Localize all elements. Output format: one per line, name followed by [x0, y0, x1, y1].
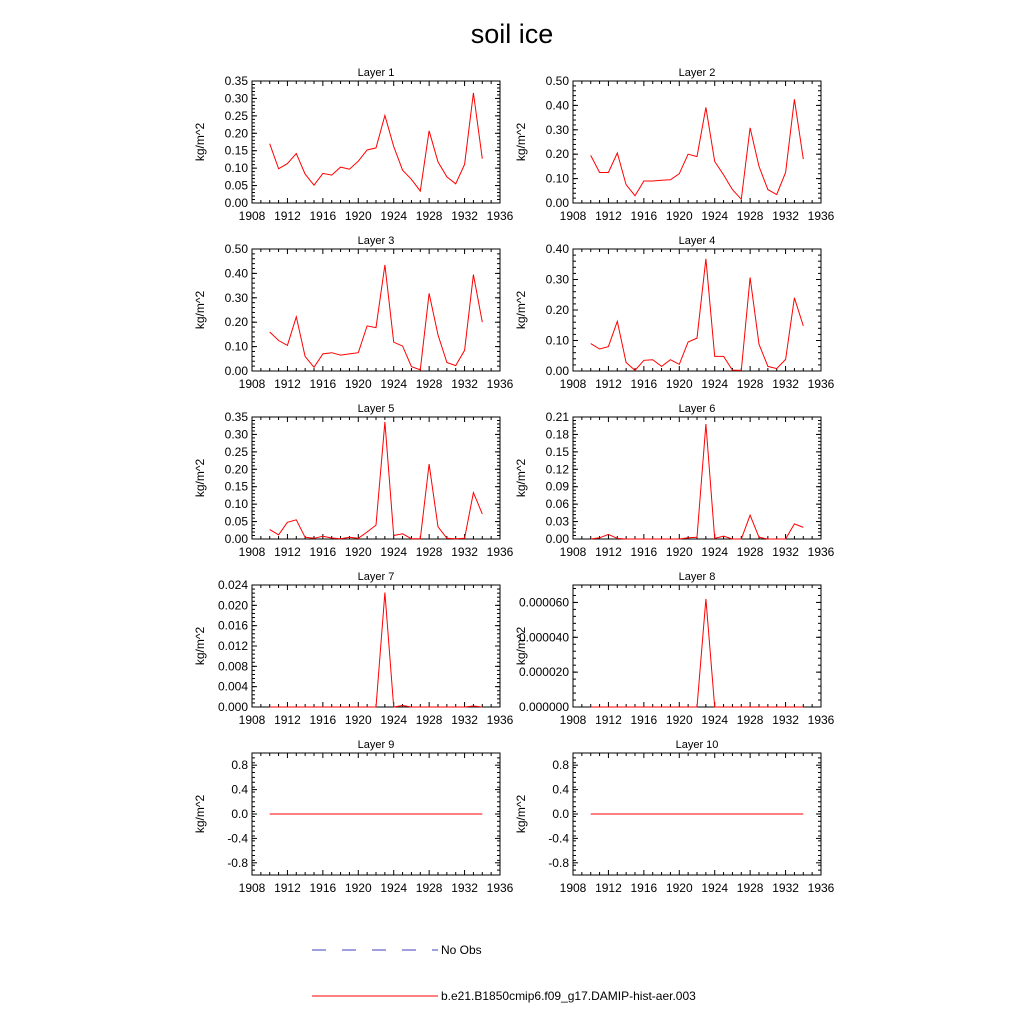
y-axis-label: kg/m^2 [514, 290, 528, 330]
y-tick-label: 0.25 [224, 108, 248, 123]
y-tick-label: 0.008 [217, 659, 248, 674]
x-tick-label: 1920 [344, 713, 372, 727]
x-tick-label: 1920 [665, 377, 693, 391]
x-tick-label: 1920 [665, 713, 693, 727]
y-axis-label: kg/m^2 [193, 290, 207, 330]
y-tick-label: 0.000000 [518, 700, 569, 714]
series-line [270, 422, 483, 539]
y-tick-label: 0.10 [224, 339, 248, 354]
x-tick-label: 1924 [380, 713, 408, 727]
series-line [591, 599, 804, 707]
y-tick-label: 0.06 [545, 497, 569, 512]
y-tick-label: 0.18 [545, 427, 569, 442]
x-tick-label: 1936 [486, 713, 514, 727]
x-tick-label: 1928 [415, 545, 443, 559]
y-axis-label: kg/m^2 [514, 458, 528, 498]
plot-frame [573, 249, 821, 371]
x-tick-label: 1908 [559, 377, 587, 391]
panels [193, 67, 835, 895]
panel-title: Layer 4 [678, 235, 716, 247]
y-axis-label: kg/m^2 [514, 626, 528, 666]
x-tick-label: 1920 [344, 881, 372, 895]
y-tick-label: 0.016 [217, 618, 248, 633]
series-line [591, 259, 804, 371]
y-tick-label: 0.25 [224, 444, 248, 459]
y-axis-label: kg/m^2 [193, 122, 207, 162]
x-tick-label: 1932 [451, 713, 478, 727]
x-tick-label: 1920 [665, 545, 693, 559]
x-tick-label: 1932 [772, 377, 799, 391]
y-tick-label: 0.20 [224, 462, 248, 477]
y-tick-label: 0.4 [552, 782, 569, 797]
y-tick-label: 0.00 [224, 364, 248, 378]
y-axis-label: kg/m^2 [193, 626, 207, 666]
y-tick-label: 0.00 [224, 196, 248, 210]
y-tick-label: 0.35 [224, 410, 248, 424]
y-tick-label: 0.000 [217, 700, 248, 714]
y-tick-label: 0.0 [552, 807, 569, 821]
y-tick-label: 0.30 [545, 272, 569, 287]
y-tick-label: 0.35 [224, 74, 248, 88]
x-tick-label: 1916 [309, 713, 337, 727]
panel-layer-4 [514, 235, 835, 391]
y-tick-label: 0.20 [224, 315, 248, 330]
x-tick-label: 1916 [309, 209, 337, 223]
panel-title: Layer 10 [675, 739, 719, 751]
series-line [591, 99, 804, 199]
x-tick-label: 1932 [772, 881, 799, 895]
y-tick-label: 0.00 [224, 532, 248, 546]
x-tick-label: 1936 [807, 881, 835, 895]
panel-title: Layer 1 [357, 67, 395, 79]
y-tick-label: 0.15 [545, 444, 569, 459]
panel-layer-3 [193, 235, 514, 391]
x-tick-label: 1932 [451, 881, 478, 895]
x-tick-label: 1912 [274, 881, 301, 895]
figure-title: soil ice [470, 19, 554, 49]
x-tick-label: 1924 [380, 209, 408, 223]
panel-layer-1 [193, 67, 514, 223]
x-tick-label: 1908 [238, 377, 266, 391]
x-tick-label: 1928 [736, 377, 764, 391]
panel-layer-5 [193, 403, 514, 559]
series-line [270, 265, 483, 370]
x-tick-label: 1936 [807, 377, 835, 391]
x-tick-label: 1928 [736, 545, 764, 559]
x-tick-label: 1928 [415, 209, 443, 223]
y-tick-label: 0.024 [217, 578, 248, 592]
y-tick-label: 0.30 [224, 290, 248, 305]
panel-layer-8 [514, 571, 835, 727]
x-tick-label: 1932 [451, 377, 478, 391]
y-tick-label: -0.4 [548, 831, 569, 846]
legend [312, 943, 696, 1003]
x-tick-label: 1932 [772, 713, 799, 727]
x-tick-label: 1912 [595, 713, 622, 727]
y-axis-label: kg/m^2 [514, 794, 528, 834]
y-tick-label: 0.8 [552, 758, 569, 773]
x-tick-label: 1928 [415, 377, 443, 391]
x-tick-label: 1936 [807, 209, 835, 223]
y-tick-label: 0.12 [545, 462, 569, 477]
x-tick-label: 1916 [309, 545, 337, 559]
y-tick-label: 0.10 [224, 497, 248, 512]
y-tick-label: -0.4 [227, 831, 248, 846]
panel-layer-6 [514, 403, 835, 559]
x-tick-label: 1932 [451, 545, 478, 559]
x-tick-label: 1908 [559, 713, 587, 727]
panel-title: Layer 6 [678, 403, 716, 415]
y-tick-label: 0.8 [231, 758, 248, 773]
series-line [270, 93, 483, 191]
x-tick-label: 1908 [559, 209, 587, 223]
plot-frame [573, 417, 821, 539]
y-tick-label: 0.00 [545, 364, 569, 378]
panel-title: Layer 5 [357, 403, 395, 415]
x-tick-label: 1912 [595, 209, 622, 223]
x-tick-label: 1920 [665, 881, 693, 895]
plot-frame [252, 585, 500, 707]
x-tick-label: 1916 [630, 713, 658, 727]
y-tick-label: 0.10 [224, 161, 248, 176]
x-tick-label: 1912 [595, 545, 622, 559]
y-tick-label: 0.10 [545, 333, 569, 348]
y-tick-label: 0.15 [224, 143, 248, 158]
panel-title: Layer 8 [678, 571, 716, 583]
panel-layer-9 [193, 739, 514, 895]
x-tick-label: 1920 [344, 209, 372, 223]
y-axis-label: kg/m^2 [193, 458, 207, 498]
x-tick-label: 1928 [415, 881, 443, 895]
panel-layer-7 [193, 571, 514, 727]
y-axis-label: kg/m^2 [193, 794, 207, 834]
plot-frame [573, 81, 821, 203]
x-tick-label: 1916 [309, 377, 337, 391]
y-tick-label: 0.30 [224, 427, 248, 442]
y-tick-label: 0.40 [545, 98, 569, 113]
x-tick-label: 1908 [559, 881, 587, 895]
x-tick-label: 1908 [238, 545, 266, 559]
panel-title: Layer 9 [357, 739, 395, 751]
y-tick-label: -0.8 [227, 855, 248, 870]
x-tick-label: 1924 [701, 209, 729, 223]
legend-run-label: b.e21.B1850cmip6.f09_g17.DAMIP-hist-aer.003 [441, 989, 696, 1003]
y-tick-label: 0.00 [545, 196, 569, 210]
x-tick-label: 1908 [238, 881, 266, 895]
panel-layer-10 [514, 739, 835, 895]
y-tick-label: 0.020 [217, 598, 248, 613]
x-tick-label: 1912 [274, 209, 301, 223]
x-tick-label: 1928 [415, 713, 443, 727]
panel-title: Layer 2 [678, 67, 716, 79]
y-tick-label: 0.50 [224, 242, 248, 256]
x-tick-label: 1924 [380, 881, 408, 895]
x-tick-label: 1936 [486, 881, 514, 895]
y-tick-label: 0.012 [217, 639, 248, 653]
x-tick-label: 1916 [630, 377, 658, 391]
y-tick-label: 0.4 [231, 782, 248, 797]
y-tick-label: 0.000060 [518, 595, 569, 610]
x-tick-label: 1916 [309, 881, 337, 895]
y-tick-label: 0.15 [224, 479, 248, 494]
x-tick-label: 1936 [807, 713, 835, 727]
y-tick-label: 0.30 [545, 122, 569, 137]
panel-title: Layer 3 [357, 235, 395, 247]
x-tick-label: 1928 [736, 881, 764, 895]
y-tick-label: 0.05 [224, 514, 248, 529]
y-tick-label: 0.50 [545, 74, 569, 88]
y-tick-label: 0.004 [217, 679, 248, 694]
x-tick-label: 1916 [630, 209, 658, 223]
x-tick-label: 1932 [451, 209, 478, 223]
x-tick-label: 1920 [344, 377, 372, 391]
y-tick-label: 0.000020 [518, 665, 569, 680]
x-tick-label: 1928 [736, 713, 764, 727]
y-tick-label: 0.00 [545, 532, 569, 546]
x-tick-label: 1924 [701, 881, 729, 895]
y-tick-label: 0.10 [545, 171, 569, 186]
x-tick-label: 1932 [772, 545, 799, 559]
panel-title: Layer 7 [357, 571, 395, 583]
series-line [270, 593, 483, 707]
x-tick-label: 1912 [595, 377, 622, 391]
y-tick-label: 0.0 [231, 807, 248, 821]
x-tick-label: 1924 [701, 545, 729, 559]
y-axis-label: kg/m^2 [514, 122, 528, 162]
x-tick-label: 1924 [380, 377, 408, 391]
y-tick-label: 0.20 [224, 126, 248, 141]
x-tick-label: 1912 [595, 881, 622, 895]
y-tick-label: 0.40 [224, 266, 248, 281]
x-tick-label: 1912 [274, 377, 301, 391]
x-tick-label: 1936 [486, 377, 514, 391]
x-tick-label: 1936 [486, 545, 514, 559]
y-tick-label: 0.000040 [518, 630, 569, 645]
series-line [591, 424, 804, 539]
y-tick-label: 0.30 [224, 91, 248, 106]
x-tick-label: 1912 [274, 545, 301, 559]
panel-layer-2 [514, 67, 835, 223]
x-tick-label: 1908 [559, 545, 587, 559]
x-tick-label: 1924 [701, 713, 729, 727]
x-tick-label: 1936 [807, 545, 835, 559]
y-tick-label: 0.40 [545, 242, 569, 256]
x-tick-label: 1928 [736, 209, 764, 223]
y-tick-label: 0.21 [545, 410, 569, 424]
x-tick-label: 1920 [665, 209, 693, 223]
y-tick-label: 0.20 [545, 303, 569, 317]
x-tick-label: 1924 [701, 377, 729, 391]
y-tick-label: 0.05 [224, 178, 248, 193]
x-tick-label: 1932 [772, 209, 799, 223]
x-tick-label: 1936 [486, 209, 514, 223]
y-tick-label: -0.8 [548, 855, 569, 870]
y-tick-label: 0.09 [545, 479, 569, 494]
x-tick-label: 1924 [380, 545, 408, 559]
y-tick-label: 0.20 [545, 147, 569, 162]
x-tick-label: 1916 [630, 881, 658, 895]
x-tick-label: 1912 [274, 713, 301, 727]
legend-no-obs-label: No Obs [441, 943, 482, 957]
x-tick-label: 1916 [630, 545, 658, 559]
x-tick-label: 1908 [238, 713, 266, 727]
plot-frame [573, 585, 821, 707]
x-tick-label: 1908 [238, 209, 266, 223]
x-tick-label: 1920 [344, 545, 372, 559]
plot-frame [252, 81, 500, 203]
y-tick-label: 0.03 [545, 514, 569, 529]
